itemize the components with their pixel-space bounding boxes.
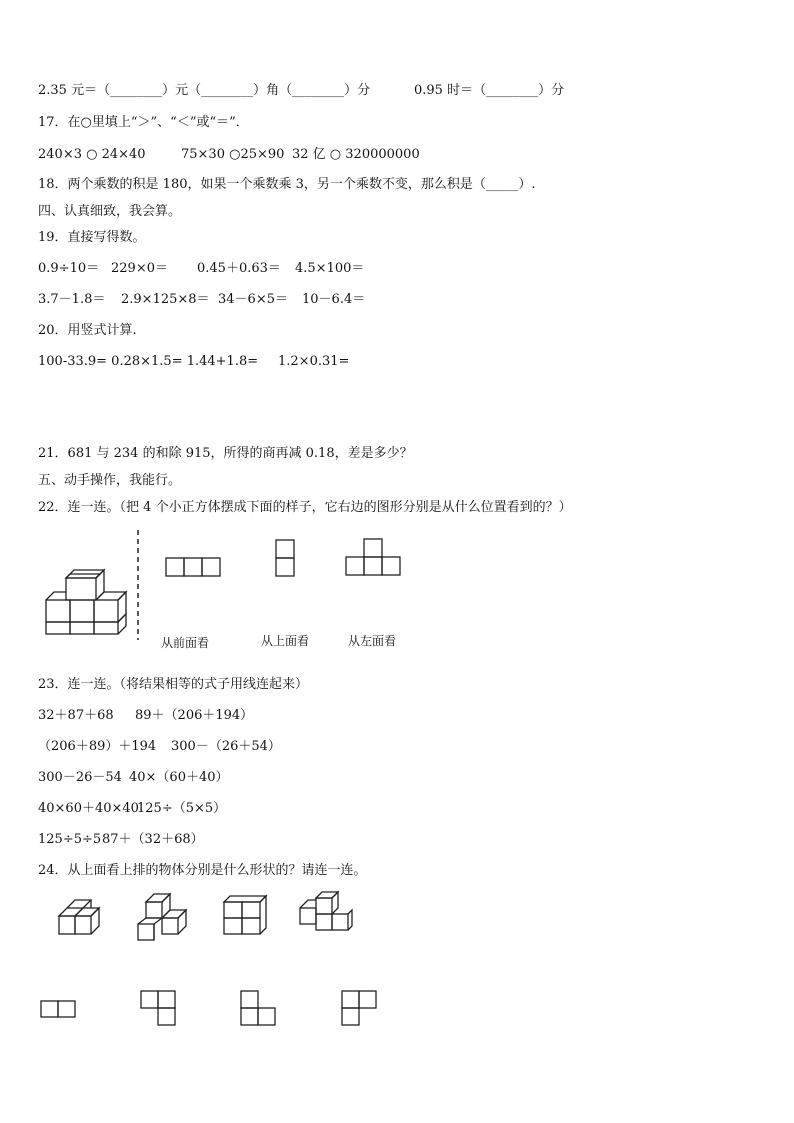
q17-title: 17．在○里填上“＞”、“＜”或“＝”．	[38, 115, 249, 130]
q19-expr: 34－6×5＝	[218, 292, 288, 307]
cube-stack-figure	[44, 574, 134, 644]
q16-part-b: 0.95 时＝（________）分	[414, 83, 565, 98]
q19-title: 19．直接写得数。	[38, 230, 146, 245]
q23-left-expr: 32＋87＋68	[38, 708, 114, 723]
object-3d-d	[298, 890, 354, 942]
caption-top: 从上面看	[261, 634, 310, 648]
q23-left-expr: （206＋89）＋194	[38, 739, 157, 754]
q19-expr: 3.7－1.8＝	[38, 292, 106, 307]
q23-left-expr: 125÷5÷5	[38, 832, 102, 847]
q19-expr: 229×0＝	[111, 261, 168, 276]
q17-item: 32 亿 ○ 320000000	[292, 147, 420, 162]
q19-expr: 10－6.4＝	[302, 292, 366, 307]
q19-expr: 0.9÷10＝	[38, 261, 100, 276]
q16-part-a: 2.35 元＝（________）元（________）角（________）分	[38, 83, 371, 98]
top-view-a	[40, 1000, 78, 1020]
q19-expr: 0.45＋0.63＝	[197, 261, 281, 276]
q23-left-expr: 40×60＋40×40	[38, 801, 139, 816]
q22-title: 22．连一连。（把 4 个小正方体摆成下面的样子，它右边的图形分别是从什么位置看到的？）	[38, 500, 572, 515]
object-3d-b	[136, 892, 188, 944]
top-view-c	[240, 990, 278, 1028]
q19-expr: 2.9×125×8＝	[121, 292, 210, 307]
q21-text: 21．681 与 234 的和除 915，所得的商再减 0.18，差是多少？	[38, 446, 413, 461]
q23-right-expr: 87＋（32＋68）	[102, 832, 204, 847]
q23-right-expr: 89＋（206＋194）	[135, 708, 254, 723]
q17-item: 240×3 ○ 24×40	[38, 147, 146, 162]
q23-right-expr: 300－（26＋54）	[171, 739, 281, 754]
top-view-b	[140, 990, 178, 1028]
q19-expr: 4.5×100＝	[295, 261, 365, 276]
caption-left: 从左面看	[348, 634, 397, 648]
q23-title: 23．连一连。（将结果相等的式子用线连起来）	[38, 677, 309, 692]
q23-right-expr: 40×（60＋40）	[129, 770, 229, 785]
dashed-divider	[136, 530, 140, 640]
view-left-figure	[345, 538, 405, 578]
section-5-title: 五、动手操作，我能行。	[38, 473, 182, 488]
q20-title: 20．用竖式计算.	[38, 323, 137, 338]
view-front-figure	[165, 557, 223, 579]
object-3d-a	[57, 896, 107, 944]
q23-left-expr: 300－26－54	[38, 770, 122, 785]
q20-expr: 1.2×0.31=	[278, 354, 350, 369]
section-4-title: 四、认真细致，我会算。	[38, 204, 182, 219]
q23-right-expr: 125÷（5×5）	[137, 801, 227, 816]
view-top-figure	[275, 539, 297, 579]
q17-item: 75×30 ○25×90	[181, 147, 285, 162]
q24-title: 24．从上面看上排的物体分别是什么形状的？请连一连。	[38, 863, 367, 878]
q18-text: 18．两个乘数的积是 180，如果一个乘数乘 3，另一个乘数不变，那么积是（_____）.	[38, 177, 536, 192]
caption-front: 从前面看	[161, 636, 210, 650]
object-3d-c	[220, 894, 270, 942]
q20-expr-group: 100-33.9= 0.28×1.5= 1.44+1.8=	[38, 354, 259, 369]
top-view-d	[341, 990, 379, 1028]
